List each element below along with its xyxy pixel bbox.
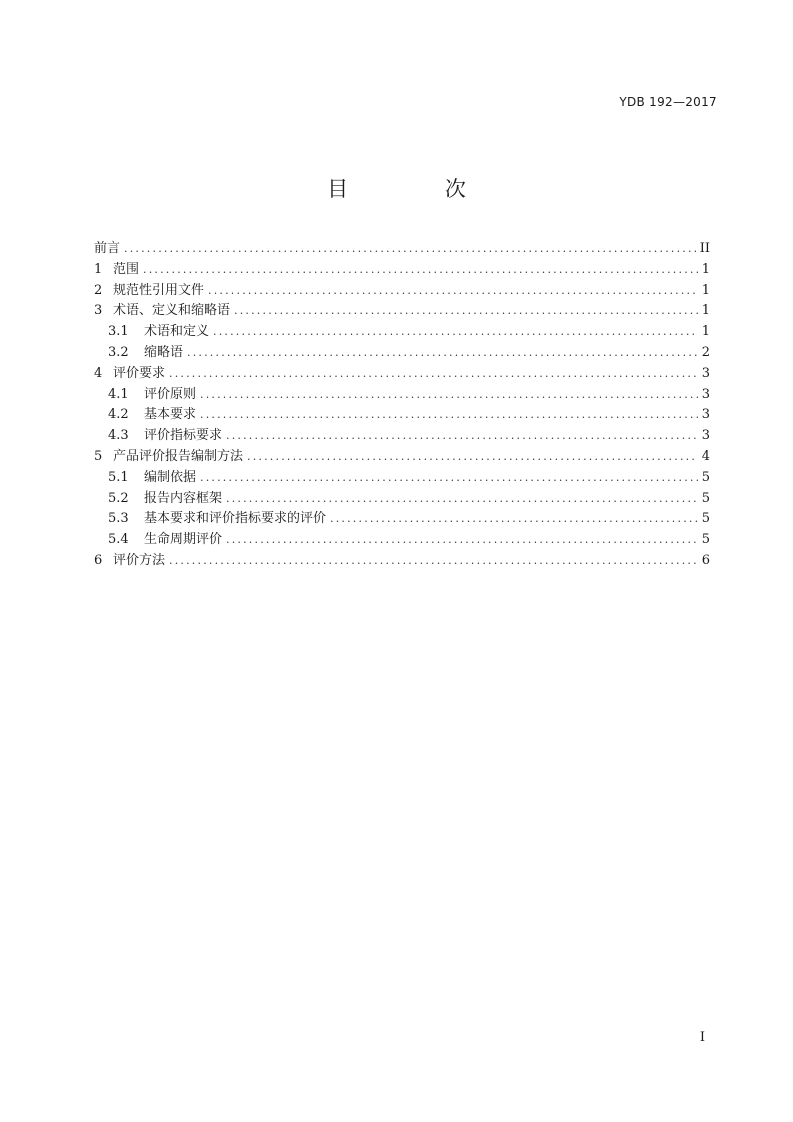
toc-leader-dots [226,489,698,510]
toc-entry-number: 5.1 [108,469,129,485]
toc-entry-page: 2 [701,344,710,360]
toc-entry-number: 4.3 [108,428,129,444]
toc-entry-number: 3 [94,303,103,319]
toc-entry-number: 5.4 [108,532,129,548]
toc-entry-foreword[interactable] [94,239,710,260]
toc-entry-number: 4.2 [108,407,129,423]
toc-entry-page: 4 [701,448,710,464]
toc-entry-page: 5 [701,532,710,548]
toc-entry-page: 1 [701,282,710,298]
toc-leader-dots [247,447,698,468]
toc-entry-text: 产品评价报告编制方法 [113,448,244,464]
toc-entry-2[interactable] [94,281,710,302]
page-number: I [699,1030,705,1045]
toc-entry-5-1[interactable] [94,468,710,489]
toc-entry-5-3[interactable] [94,509,710,530]
toc-leader-dots [200,468,698,489]
toc-entry-6[interactable] [94,551,710,572]
toc-entry-text: 评价方法 [113,552,166,568]
toc-entry-text: 规范性引用文件 [113,282,205,298]
toc-leader-dots [234,301,698,322]
toc-entry-5-2[interactable] [94,489,710,510]
toc-entry-number: 4.1 [108,386,129,402]
toc-entry-5-4[interactable] [94,530,710,551]
toc-entry-text: 术语、定义和缩略语 [113,303,231,319]
toc-entry-page: 1 [701,324,710,340]
toc-entry-text: 前言 [94,241,121,256]
toc-entry-text: 范围 [113,261,140,277]
toc-entry-text: 基本要求 [144,407,197,423]
toc-entry-4-2[interactable] [94,405,710,426]
toc-leader-dots [208,281,698,302]
toc-entry-text: 编制依据 [144,469,197,485]
toc-entry-5[interactable] [94,447,710,468]
toc-title: 目 次 [327,177,511,201]
toc-entry-number: 5.3 [108,511,129,527]
toc-entry-3-2[interactable] [94,343,710,364]
toc-leader-dots [143,260,698,281]
toc-entry-page: 5 [701,511,710,527]
toc-entry-text: 评价指标要求 [144,428,223,444]
toc-leader-dots [200,405,698,426]
table-of-contents [94,239,710,572]
toc-entry-text: 缩略语 [144,344,184,360]
toc-entry-text: 术语和定义 [144,324,210,340]
toc-entry-text: 生命周期评价 [144,532,223,548]
toc-entry-text: 报告内容框架 [144,490,223,506]
toc-entry-page: 3 [701,386,710,402]
toc-leader-dots [169,551,698,572]
toc-leader-dots [169,364,698,385]
toc-entry-page: II [699,241,710,256]
toc-leader-dots [187,343,698,364]
toc-entry-1[interactable] [94,260,710,281]
toc-entry-page: 6 [701,552,710,568]
toc-entry-page: 3 [701,365,710,381]
toc-leader-dots [226,530,698,551]
toc-entry-page: 5 [701,469,710,485]
toc-entry-text: 评价要求 [113,365,166,381]
toc-entry-page: 5 [701,490,710,506]
toc-entry-page: 1 [701,261,710,277]
toc-entry-number: 3.1 [108,324,129,340]
toc-leader-dots [226,426,698,447]
toc-entry-page: 3 [701,428,710,444]
toc-entry-page: 3 [701,407,710,423]
toc-entry-number: 1 [94,261,103,277]
toc-entry-number: 2 [94,282,103,298]
toc-entry-number: 3.2 [108,344,129,360]
toc-entry-number: 4 [94,365,103,381]
toc-entry-text: 评价原则 [144,386,197,402]
toc-entry-4[interactable] [94,364,710,385]
toc-leader-dots [124,239,696,260]
toc-leader-dots [200,385,698,406]
toc-leader-dots [330,509,698,530]
toc-entry-3-1[interactable] [94,322,710,343]
toc-entry-text: 基本要求和评价指标要求的评价 [144,511,327,527]
toc-entry-4-1[interactable] [94,385,710,406]
toc-entry-page: 1 [701,303,710,319]
toc-entry-3[interactable] [94,301,710,322]
toc-leader-dots [213,322,698,343]
toc-entry-number: 6 [94,552,103,568]
toc-entry-4-3[interactable] [94,426,710,447]
toc-entry-number: 5.2 [108,490,129,506]
toc-entry-number: 5 [94,448,103,464]
document-code: YDB 192—2017 [619,95,717,109]
